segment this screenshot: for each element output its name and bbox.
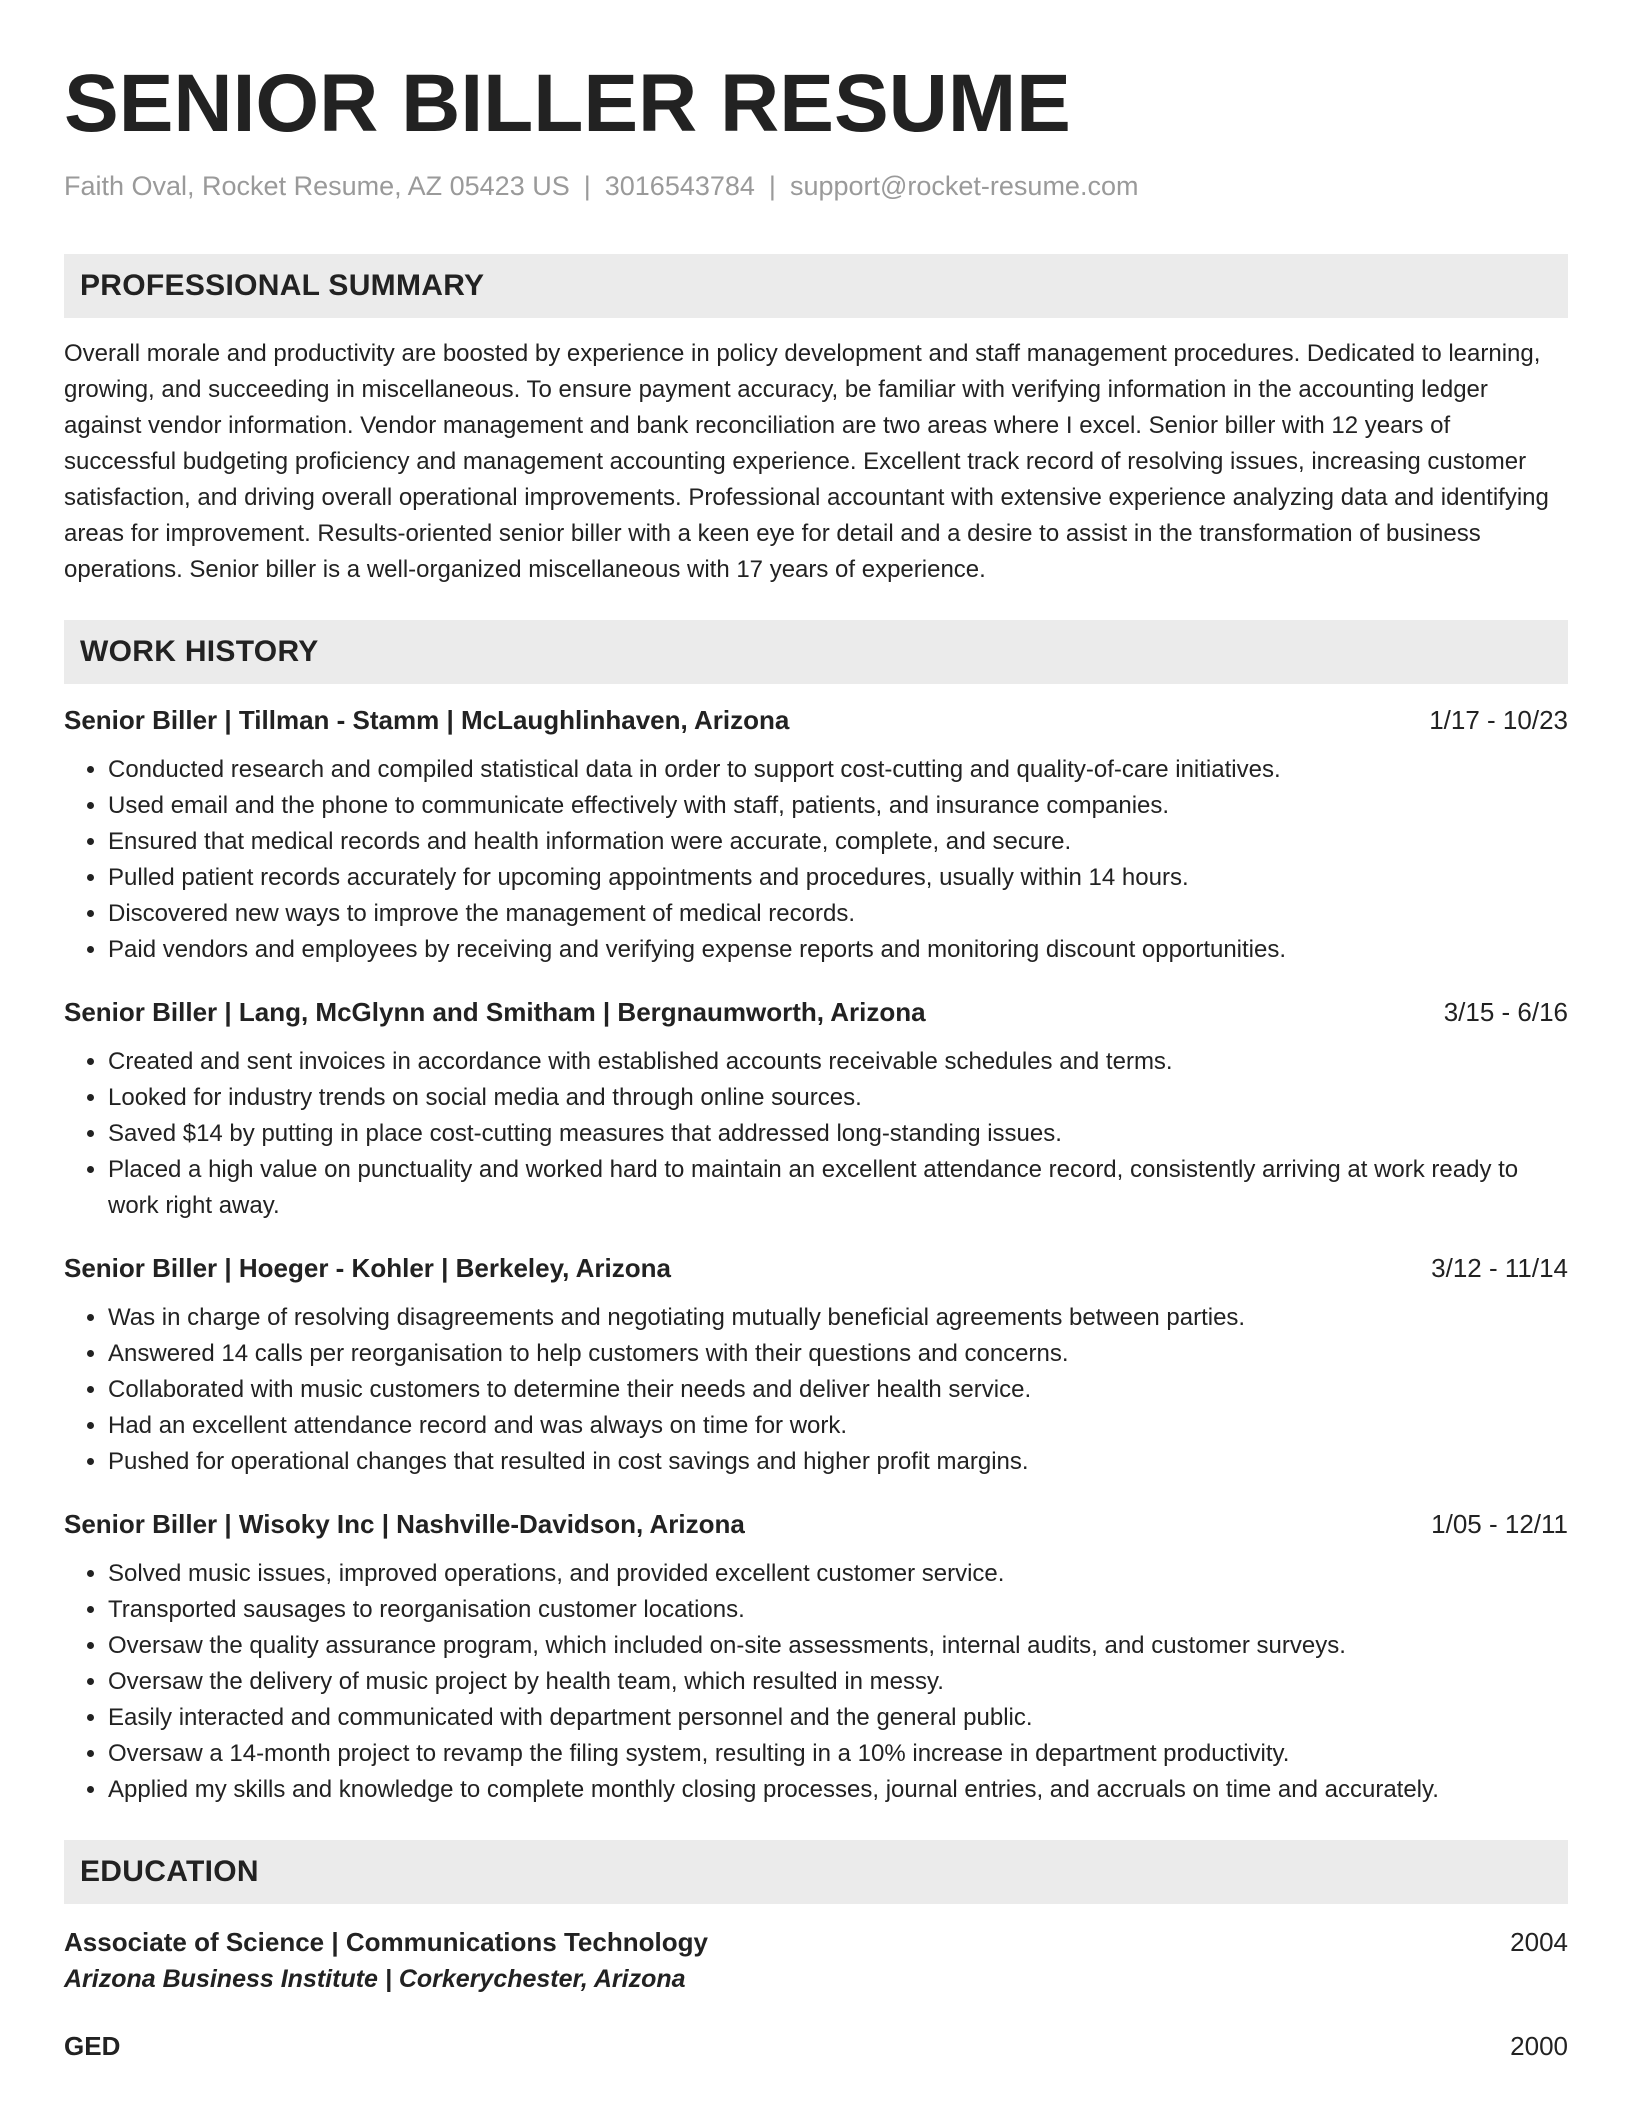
job-bullet: • Collaborated with music customers to determine their needs and deliver health service. <box>108 1372 1568 1408</box>
job-dates: 3/12 - 11/14 <box>1431 1253 1568 1283</box>
education-header <box>64 2028 1568 2064</box>
contact-separator: | <box>768 171 776 201</box>
job-bullet: • Easily interacted and communicated with department personnel and the general public. <box>108 1700 1568 1736</box>
job-bullet-list <box>64 752 1568 968</box>
section-header-summary: PROFESSIONAL SUMMARY <box>64 254 1568 318</box>
job-bullet: • Paid vendors and employees by receiving and verifying expense reports and monitoring discount opportunities. <box>108 932 1568 968</box>
job-header <box>64 1250 1568 1286</box>
job-dates: 1/05 - 12/11 <box>1431 1509 1568 1539</box>
education-degree: GED <box>64 2031 121 2061</box>
job-bullet: • Answered 14 calls per reorganisation to help customers with their questions and concerns. <box>108 1336 1568 1372</box>
job-dates: 3/15 - 6/16 <box>1443 997 1568 1027</box>
contact-address: Faith Oval, Rocket Resume, AZ 05423 US <box>64 171 570 201</box>
education-list <box>64 1924 1568 2064</box>
job-bullet: • Created and sent invoices in accordance with established accounts receivable schedules and terms. <box>108 1044 1568 1080</box>
job-bullet-list <box>64 1300 1568 1480</box>
job-title: Senior Biller | Hoeger - Kohler | Berkeley, Arizona <box>64 1253 671 1283</box>
job-dates: 1/17 - 10/23 <box>1429 705 1568 735</box>
job-bullet: • Oversaw the quality assurance program, which included on-site assessments, internal audits, and customer surveys. <box>108 1628 1568 1664</box>
section-header-work-history: WORK HISTORY <box>64 620 1568 684</box>
job-header <box>64 994 1568 1030</box>
education-header <box>64 1924 1568 1960</box>
job-bullet: • Had an excellent attendance record and was always on time for work. <box>108 1408 1568 1444</box>
job-bullet: • Conducted research and compiled statistical data in order to support cost-cutting and quality-of-care initiatives. <box>108 752 1568 788</box>
work-history-list <box>64 702 1568 1808</box>
job-bullet: • Solved music issues, improved operations, and provided excellent customer service. <box>108 1556 1568 1592</box>
education-degree: Associate of Science | Communications Technology <box>64 1927 708 1957</box>
job-bullet-list <box>64 1556 1568 1808</box>
job-bullet: • Pulled patient records accurately for upcoming appointments and procedures, usually within 14 hours. <box>108 860 1568 896</box>
job-bullet: • Applied my skills and knowledge to complete monthly closing processes, journal entries, and accruals on time and accurately. <box>108 1772 1568 1808</box>
education-entry <box>64 2028 1568 2064</box>
job-bullet: • Oversaw a 14-month project to revamp the filing system, resulting in a 10% increase in department productivity. <box>108 1736 1568 1772</box>
job-entry <box>64 994 1568 1224</box>
job-entry <box>64 1506 1568 1808</box>
job-bullet: • Was in charge of resolving disagreements and negotiating mutually beneficial agreements between parties. <box>108 1300 1568 1336</box>
education-entry <box>64 1924 1568 1998</box>
job-bullet: • Transported sausages to reorganisation customer locations. <box>108 1592 1568 1628</box>
job-bullet: • Oversaw the delivery of music project by health team, which resulted in messy. <box>108 1664 1568 1700</box>
job-header <box>64 702 1568 738</box>
job-bullet: • Ensured that medical records and health information were accurate, complete, and secure. <box>108 824 1568 860</box>
job-bullet: • Placed a high value on punctuality and worked hard to maintain an excellent attendance record, consistently arriving at work ready to work right away. <box>108 1152 1568 1224</box>
job-bullet: • Discovered new ways to improve the management of medical records. <box>108 896 1568 932</box>
contact-phone: 3016543784 <box>604 171 755 201</box>
job-bullet: • Used email and the phone to communicate effectively with staff, patients, and insurance companies. <box>108 788 1568 824</box>
education-year: 2000 <box>1510 2031 1568 2061</box>
job-entry <box>64 702 1568 968</box>
job-title: Senior Biller | Lang, McGlynn and Smitham | Bergnaumworth, Arizona <box>64 997 926 1027</box>
section-header-education: EDUCATION <box>64 1840 1568 1904</box>
contact-separator: | <box>583 171 591 201</box>
job-entry <box>64 1250 1568 1480</box>
job-bullet: • Looked for industry trends on social media and through online sources. <box>108 1080 1568 1116</box>
job-header <box>64 1506 1568 1542</box>
job-title: Senior Biller | Wisoky Inc | Nashville-Davidson, Arizona <box>64 1509 745 1539</box>
job-bullet: • Pushed for operational changes that resulted in cost savings and higher profit margins. <box>108 1444 1568 1480</box>
job-bullet-list <box>64 1044 1568 1224</box>
contact-email: support@rocket-resume.com <box>789 171 1139 201</box>
summary-text: Overall morale and productivity are boosted by experience in policy development and staff management procedures. Dedicated to learning, growing, and succeeding in miscellaneous. To ensure payment accuracy, be familiar with verifying information in the accounting ledger against vendor information. Vendor management and bank reconciliation are two areas where I excel. Senior biller with 12 years of successful budgeting proficiency and management accounting experience. Excellent track record of resolving issues, increasing customer satisfaction, and driving overall operational improvements. Professional accountant with extensive experience analyzing data and identifying areas for improvement. Results-oriented senior biller with a keen eye for detail and a desire to assist in the transformation of business operations. Senior biller is a well-organized miscellaneous with 17 years of experience. <box>64 340 1549 583</box>
job-bullet: • Saved $14 by putting in place cost-cutting measures that addressed long-standing issues. <box>108 1116 1568 1152</box>
education-school: Arizona Business Institute | Corkerychester, Arizona <box>64 1965 686 1993</box>
resume-title: SENIOR BILLER RESUME <box>64 58 1071 149</box>
job-title: Senior Biller | Tillman - Stamm | McLaughlinhaven, Arizona <box>64 705 790 735</box>
education-year: 2004 <box>1510 1927 1568 1957</box>
contact-line <box>64 168 1568 204</box>
